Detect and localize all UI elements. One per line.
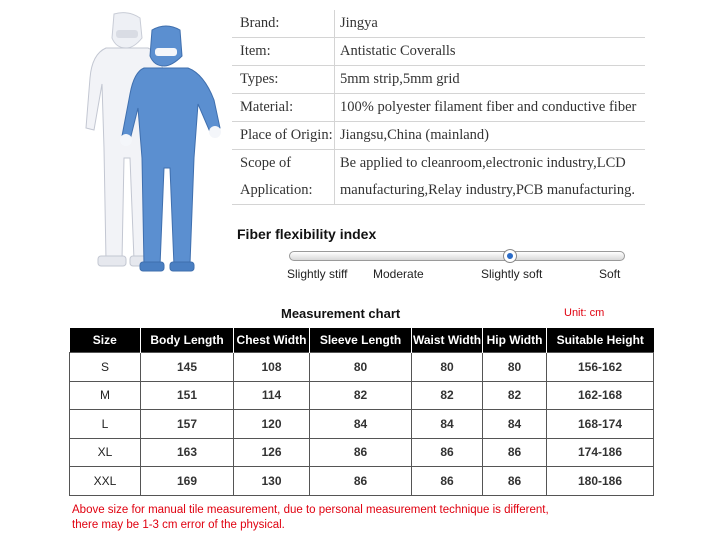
- note-line: there may be 1-3 cm error of the physical.: [72, 519, 285, 531]
- table-cell: 84: [412, 410, 483, 439]
- table-row: [70, 353, 654, 382]
- column-header: Chest Width: [234, 328, 310, 353]
- table-cell: 80: [483, 353, 547, 382]
- size-cell: M: [70, 381, 141, 410]
- spec-key: Application:: [232, 177, 335, 205]
- table-cell: 114: [234, 381, 310, 410]
- size-cell: L: [70, 410, 141, 439]
- spec-row-scope: [232, 150, 645, 178]
- table-cell: 80: [310, 353, 412, 382]
- table-cell: 180-186: [547, 467, 654, 496]
- table-cell: 126: [234, 438, 310, 467]
- unit-label: Unit: cm: [564, 307, 605, 319]
- spec-key: Scope of: [232, 150, 335, 178]
- spec-key: Place of Origin:: [232, 122, 335, 150]
- table-cell: 162-168: [547, 381, 654, 410]
- spec-value: 100% polyester filament fiber and conductive fiber: [335, 94, 646, 122]
- spec-row-application: [232, 177, 645, 205]
- table-cell: 174-186: [547, 438, 654, 467]
- table-row: [70, 438, 654, 467]
- table-cell: 82: [310, 381, 412, 410]
- table-cell: 82: [483, 381, 547, 410]
- table-cell: 82: [412, 381, 483, 410]
- table-cell: 120: [234, 410, 310, 439]
- spec-value: 5mm strip,5mm grid: [335, 66, 646, 94]
- table-cell: 108: [234, 353, 310, 382]
- table-cell: 168-174: [547, 410, 654, 439]
- table-cell: 84: [483, 410, 547, 439]
- table-cell: 86: [483, 438, 547, 467]
- size-cell: XL: [70, 438, 141, 467]
- table-row: [70, 467, 654, 496]
- note-line: Above size for manual tile measurement, due to personal measurement technique is different,: [72, 504, 549, 516]
- table-row: [70, 381, 654, 410]
- spec-row-types: [232, 66, 645, 94]
- product-photo: [64, 8, 230, 272]
- spec-key: Material:: [232, 94, 335, 122]
- spec-value: Be applied to cleanroom,electronic industry,LCD: [340, 155, 626, 171]
- column-header: Size: [70, 328, 141, 353]
- column-header: Suitable Height: [547, 328, 654, 353]
- size-cell: XXL: [70, 467, 141, 496]
- flexibility-label: Moderate: [373, 267, 424, 281]
- table-row: [70, 410, 654, 439]
- flexibility-label: Slightly soft: [481, 267, 543, 281]
- measurement-table: [69, 328, 654, 496]
- measurement-chart-title: Measurement chart: [281, 306, 401, 321]
- measurement-note: [72, 503, 632, 533]
- flexibility-label: Soft: [599, 267, 621, 281]
- spec-key: Brand:: [232, 10, 335, 38]
- column-header: Hip Width: [483, 328, 547, 353]
- table-cell: 163: [141, 438, 234, 467]
- flexibility-slider-knob[interactable]: [503, 249, 517, 263]
- fiber-flexibility-title: Fiber flexibility index: [237, 226, 377, 242]
- spec-row-material: [232, 94, 645, 122]
- spec-row-item: [232, 38, 645, 66]
- spec-value: manufacturing,Relay industry,PCB manufacturing.: [335, 177, 646, 205]
- table-cell: 145: [141, 353, 234, 382]
- spec-row-brand: [232, 10, 645, 38]
- spec-table: [232, 10, 645, 205]
- table-cell: 156-162: [547, 353, 654, 382]
- size-cell: S: [70, 353, 141, 382]
- flexibility-label: Slightly stiff: [287, 267, 348, 281]
- spec-value: Jiangsu,China (mainland): [335, 122, 646, 150]
- column-header: Body Length: [141, 328, 234, 353]
- table-cell: 84: [310, 410, 412, 439]
- table-cell: 130: [234, 467, 310, 496]
- table-cell: 86: [412, 467, 483, 496]
- spec-value: Jingya: [335, 10, 646, 38]
- table-cell: 169: [141, 467, 234, 496]
- spec-value: Antistatic Coveralls: [335, 38, 646, 66]
- column-header: Sleeve Length: [310, 328, 412, 353]
- table-cell: 86: [310, 467, 412, 496]
- table-cell: 86: [412, 438, 483, 467]
- table-cell: 86: [483, 467, 547, 496]
- flexibility-slider-track[interactable]: [289, 251, 625, 261]
- table-header-row: [70, 328, 654, 353]
- column-header: Waist Width: [412, 328, 483, 353]
- spec-key: Types:: [232, 66, 335, 94]
- table-cell: 80: [412, 353, 483, 382]
- spec-key: Item:: [232, 38, 335, 66]
- spec-row-origin: [232, 122, 645, 150]
- table-cell: 157: [141, 410, 234, 439]
- table-cell: 86: [310, 438, 412, 467]
- table-cell: 151: [141, 381, 234, 410]
